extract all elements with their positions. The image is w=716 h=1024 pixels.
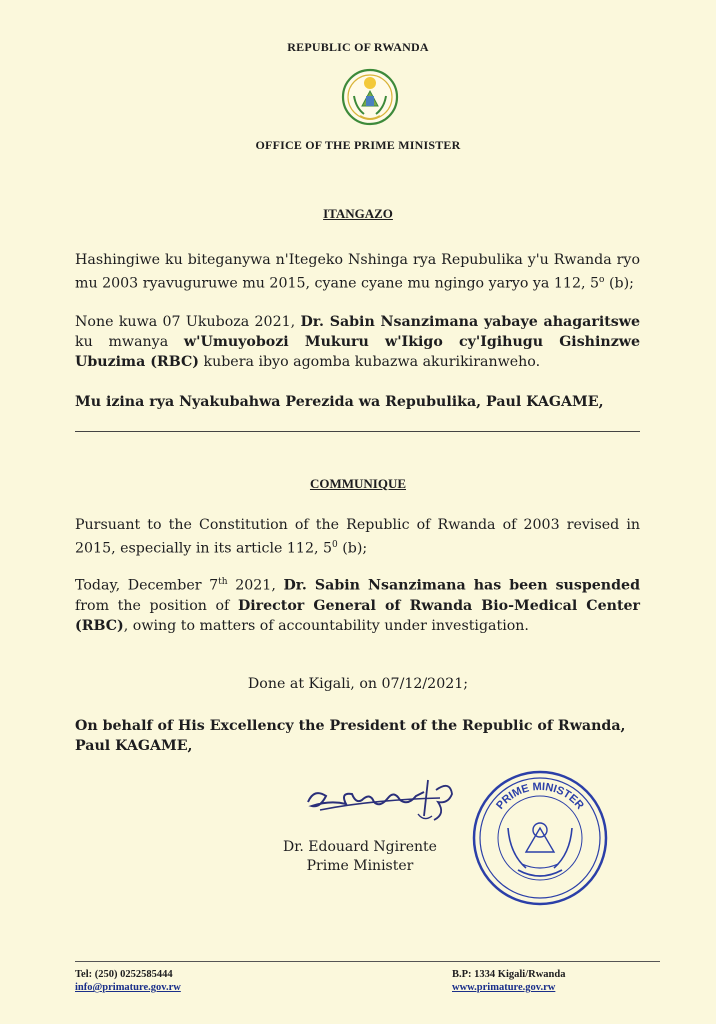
footer-left (75, 968, 181, 994)
signature (300, 770, 470, 840)
section-divider (75, 431, 640, 432)
footer-address: B.P: 1334 Kigali/Rwanda (452, 969, 566, 980)
rwanda-seal-icon (340, 66, 400, 128)
communique-paragraph-2: Today, December 7th 2021, Dr. Sabin Nsanzimana has been suspended from the position of Director General of Rwanda Bio-Medical Center (RBC), owing to matters of accountability under investigation. (75, 577, 640, 634)
signatory-position: Prime Minister (306, 858, 414, 874)
stamp-text: PRIME MINISTER (494, 780, 586, 812)
done-at-line: Done at Kigali, on 07/12/2021; (247, 676, 469, 692)
communique-paragraph-1: Pursuant to the Constitution of the Republic of Rwanda of 2003 revised in 2015, especially in its article 112, $5^0$ (b); (75, 517, 640, 557)
signatory-name: Dr. Edouard Ngirente (283, 839, 437, 855)
itangazo-title: ITANGAZO (323, 206, 393, 221)
office-heading: OFFICE OF THE PRIME MINISTER (255, 138, 461, 152)
communique-title: COMMUNIQUE (309, 476, 407, 491)
country-heading: REPUBLIC OF RWANDA (287, 40, 429, 54)
footer-right (452, 968, 565, 994)
footer-tel: Tel: (250) 0252585444 (75, 969, 173, 980)
communique-behalf: On behalf of His Excellency the President of the Republic of Rwanda, Paul KAGAME, (75, 718, 626, 754)
footer-website-link[interactable]: www.primature.gov.rw (452, 982, 556, 993)
prime-minister-stamp (470, 768, 610, 908)
itangazo-behalf: Mu izina rya Nyakubahwa Perezida wa Repubulika, Paul KAGAME, (75, 394, 604, 410)
itangazo-paragraph-1: Hashingiwe ku biteganywa n'Itegeko Nshinga rya Repubulika y'u Rwanda ryo mu 2003 ryavuguruwe mu 2015, cyane cyane mu ngingo yaryo ya 112, 5$^o$ (b); (75, 252, 640, 292)
footer-divider (75, 961, 660, 962)
itangazo-paragraph-2: None kuwa 07 Ukuboza 2021, Dr. Sabin Nsanzimana yabaye ahagaritswe ku mwanya w'Umuyobozi Mukuru w'Ikigo cy'Igihugu Gishinzwe Ubuzima (RBC) kubera ibyo agomba kubazwa akurikiranweho. (75, 314, 641, 370)
footer-email-link[interactable]: info@primature.gov.rw (75, 982, 181, 993)
signatory-block (255, 838, 465, 876)
